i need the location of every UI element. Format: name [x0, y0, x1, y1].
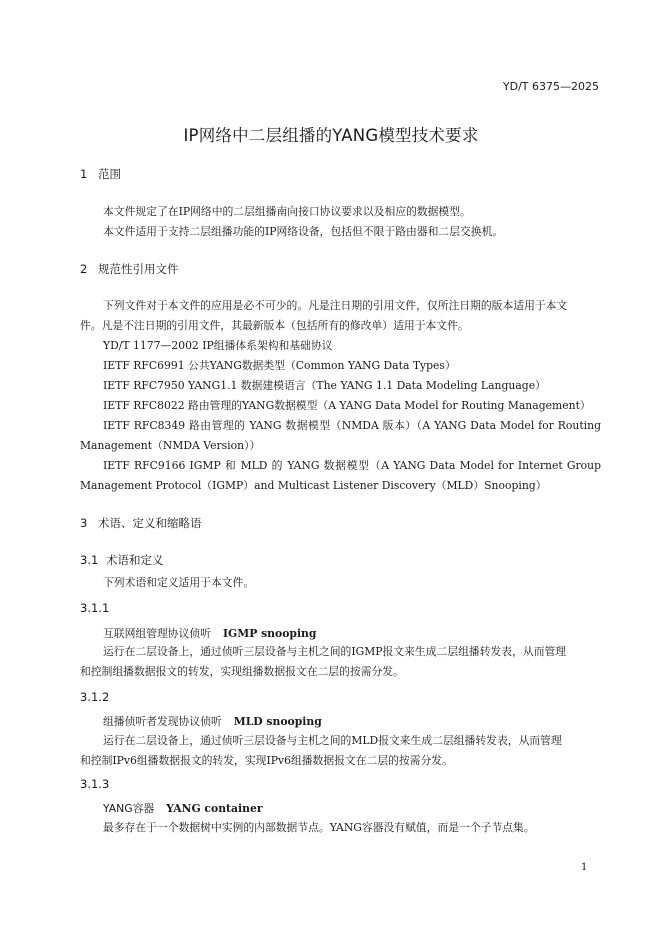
reference-item: IETF RFC9166 IGMP 和 MLD 的 YANG 数据模型（A YANG Data Model for Internet Group: [103, 459, 601, 472]
term-zh: 互联网组管理协议侦听: [103, 627, 211, 640]
term-definition: 运行在二层设备上，通过侦听三层设备与主机之间的MLD报文来生成二层组播转发表，从而管理: [103, 734, 562, 747]
section-2-heading: [80, 261, 179, 277]
section-title: 规范性引用文件: [98, 262, 179, 276]
reference-item-continued: Management Protocol（IGMP）and Multicast Listener Discovery（MLD）Snooping）: [80, 479, 547, 492]
term-definition: 最多存在于一个数据树中实例的内部数据节点。YANG容器没有赋值，而是一个子节点集。: [103, 821, 535, 834]
section-3-heading: [80, 515, 202, 531]
term-number: 3.1.3: [80, 777, 110, 791]
term-zh: 组播侦听者发现协议侦听: [103, 715, 222, 728]
term-definition-continued: 和控制组播数据报文的转发，实现组播数据报文在二层的按需分发。: [80, 665, 404, 678]
term-number: 3.1.2: [80, 690, 110, 704]
term-zh: YANG容器: [103, 802, 155, 815]
section-number: 3: [80, 516, 88, 530]
term-en: YANG container: [166, 802, 263, 815]
reference-item: IETF RFC8349 路由管理的 YANG 数据模型（NMDA 版本）（A YANG Data Model for Routing: [103, 419, 601, 432]
reference-item: IETF RFC6991 公共YANG数据类型（Common YANG Data Types）: [103, 359, 456, 372]
subsection-title: 术语和定义: [106, 553, 164, 567]
term-entry: [103, 801, 263, 816]
reference-item: IETF RFC8022 路由管理的YANG数据模型（A YANG Data Model for Routing Management）: [103, 399, 591, 412]
term-en: IGMP snooping: [222, 627, 317, 640]
standard-number: YD/T 6375—2025: [502, 80, 599, 93]
paragraph: 本文件适用于支持二层组播功能的IP网络设备，包括但不限于路由器和二层交换机。: [103, 225, 504, 238]
term-number: 3.1.1: [80, 601, 110, 615]
paragraph: 下列术语和定义适用于本文件。: [103, 576, 255, 589]
term-definition-continued: 和控制IPv6组播数据报文的转发，实现IPv6组播数据报文在二层的按需分发。: [80, 754, 453, 767]
section-number: 2: [80, 262, 88, 276]
section-title: 术语、定义和缩略语: [98, 516, 202, 530]
term-entry: [103, 626, 316, 641]
section-title: 范围: [98, 167, 121, 181]
reference-item: IETF RFC7950 YANG1.1 数据建模语言（The YANG 1.1 Data Modeling Language）: [103, 379, 546, 392]
term-definition: 运行在二层设备上，通过侦听三层设备与主机之间的IGMP报文来生成二层组播转发表，从而管理: [103, 645, 567, 658]
section-1-heading: [80, 166, 121, 182]
subsection-3-1-heading: [80, 552, 164, 568]
reference-item: YD/T 1177—2002 IP组播体系架构和基础协议: [103, 339, 333, 352]
section-number: 1: [80, 167, 88, 181]
page-number: 1: [581, 862, 588, 873]
paragraph: 本文件规定了在IP网络中的二层组播南向接口协议要求以及相应的数据模型。: [103, 205, 471, 218]
term-entry: [103, 714, 322, 729]
paragraph: 件。凡是不注日期的引用文件，其最新版本（包括所有的修改单）适用于本文件。: [80, 319, 469, 332]
subsection-number: 3.1: [80, 553, 99, 567]
reference-item-continued: Management（NMDA Version））: [80, 439, 261, 452]
paragraph: 下列文件对于本文件的应用是必不可少的。凡是注日期的引用文件，仅所注日期的版本适用于本文: [103, 299, 568, 312]
document-title: IP网络中二层组播的YANG模型技术要求: [183, 126, 479, 145]
term-en: MLD snooping: [233, 715, 322, 728]
